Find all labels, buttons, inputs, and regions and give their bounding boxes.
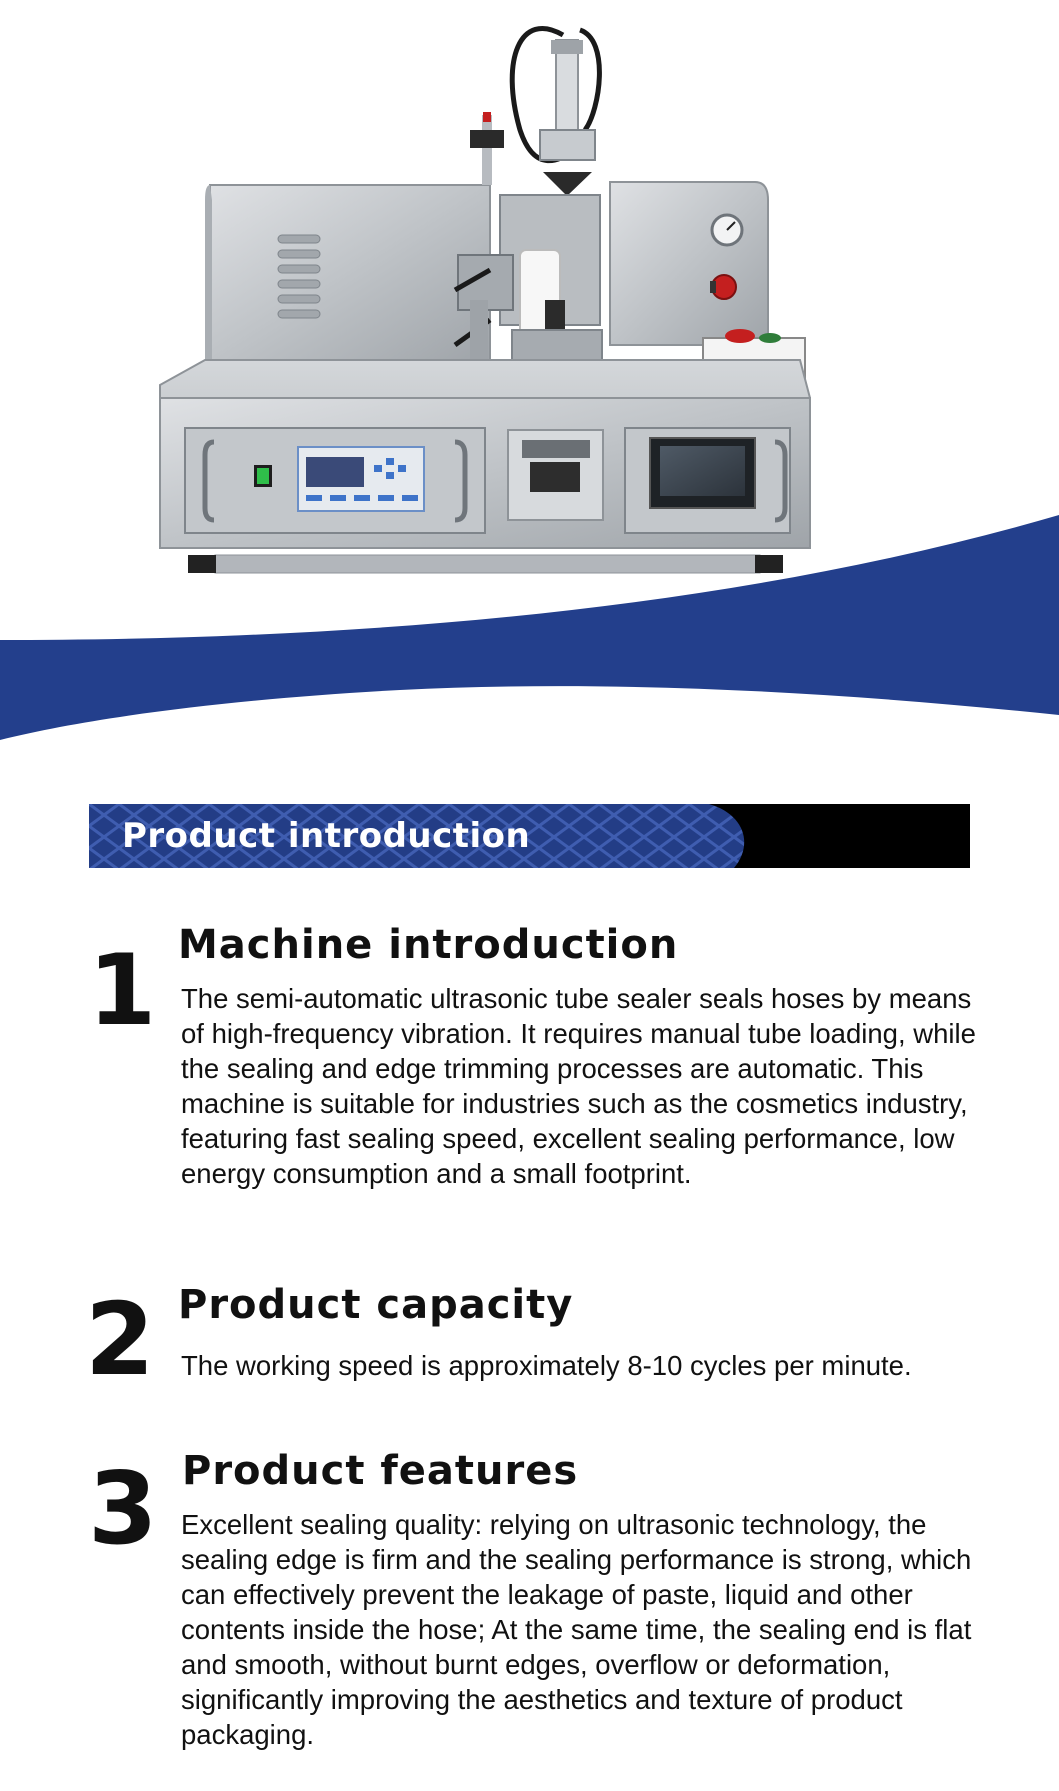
section-body: The working speed is approximately 8-10 cycles per minute. — [181, 1350, 912, 1381]
section-number: 2 — [85, 1281, 155, 1398]
section-number: 3 — [88, 1450, 158, 1567]
section-body: Excellent sealing quality: relying on ultrasonic technology, the sealing edge is firm and the sealing performance is strong, which can effectively prevent the leakage of paste, liquid and other contents inside the hose; At the same time, the sealing end is flat and smooth, without burnt edges, overflow or deformation, significantly improving the aesthetics and texture of product packaging. — [181, 1509, 972, 1750]
tube-sealer-machine — [160, 28, 810, 573]
product-introduction-banner — [89, 804, 970, 868]
section-title: Machine introduction — [178, 922, 679, 968]
section-product-features — [0, 1447, 1059, 1791]
power-switch-icon — [254, 465, 272, 487]
section-title: Product capacity — [178, 1282, 574, 1328]
hero-illustration — [0, 0, 1059, 740]
section-product-capacity — [0, 1280, 1059, 1400]
section-number: 1 — [88, 934, 157, 1048]
pressure-gauge-icon — [712, 215, 742, 245]
section-title: Product features — [182, 1448, 579, 1494]
banner-title: Product introduction — [122, 816, 531, 856]
hero-section — [0, 0, 1059, 740]
section-body: The semi-automatic ultrasonic tube sealer seals hoses by means of high-frequency vibration. It requires manual tube loading, while the sealing and edge trimming processes are automatic. This machine is suitable for industries such as the cosmetics industry, featuring fast sealing speed, excellent sealing performance, low energy consumption and a small footprint. — [181, 983, 976, 1189]
section-machine-introduction — [0, 920, 1059, 1240]
